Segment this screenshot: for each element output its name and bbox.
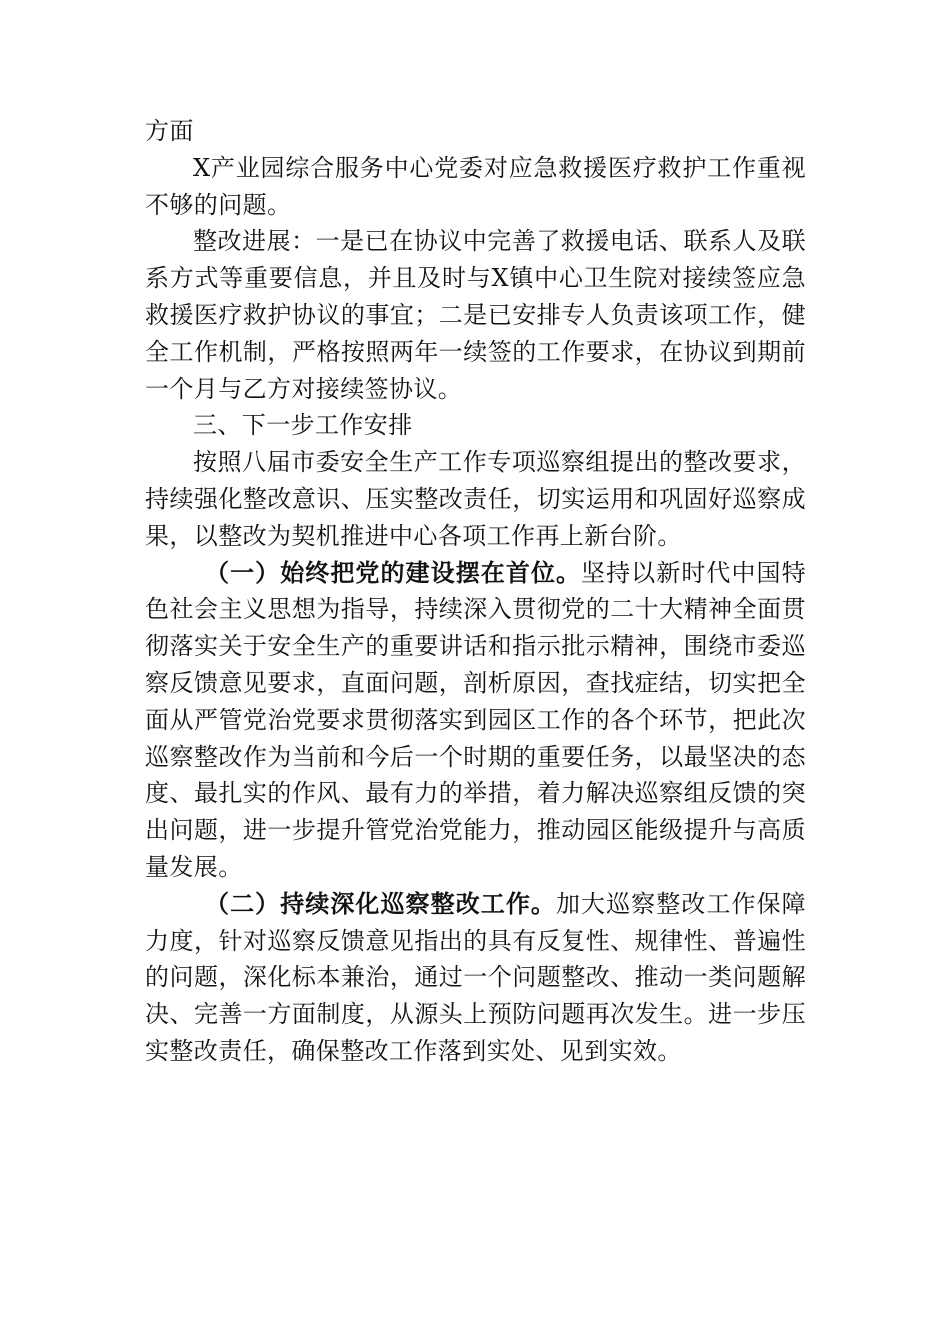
progress-paragraph: 整改进展：一是已在协议中完善了救援电话、联系人及联系方式等重要信息，并且及时与X镇中心卫生院对接续签应急救援医疗救护协议的事宜；二是已安排专人负责该项工作，健全工作机制，严格按照两年一续签的工作要求，在协议到期前一个月与乙方对接续签协议。: [145, 227, 806, 403]
item-one-body: 坚持以新时代中国特色社会主义思想为指导，持续深入贯彻党的二十大精神全面贯彻落实关于安全生产的重要讲话和指示批示精神，围绕市委巡察反馈意见要求，直面问题，剖析原因，查找症结，切实把全面从严管党治党要求贯彻落实到园区工作的各个环节，把此次巡察整改作为当前和今后一个时期的重要任务，以最坚决的态度、最扎实的作风、最有力的举措，着力解决巡察组反馈的突出问题，进一步提升管党治党能力，推动园区能级提升与高质量发展。: [145, 558, 806, 881]
item-two-paragraph: [145, 886, 806, 1070]
item-two-lead: （二）持续深化巡察整改工作。: [205, 889, 556, 918]
issue-paragraph: X产业园综合服务中心党委对应急救援医疗救护工作重视不够的问题。: [145, 153, 806, 219]
section-heading-next-steps: 三、下一步工作安排: [193, 411, 413, 440]
item-one-paragraph: [145, 555, 806, 886]
next-steps-intro-paragraph: 按照八届市委安全生产工作专项巡察组提出的整改要求，持续强化整改意识、压实整改责任，切实运用和巩固好巡察成果，以整改为契机推进中心各项工作再上新台阶。: [145, 448, 806, 550]
item-one-lead: （一）始终把党的建设摆在首位。: [205, 558, 582, 587]
document-page: [145, 113, 806, 1070]
continued-line: 方面: [145, 117, 194, 145]
item-two-body: 加大巡察整改工作保障力度，针对巡察反馈意见指出的具有反复性、规律性、普遍性的问题，深化标本兼治，通过一个问题整改、推动一类问题解决、完善一方面制度，从源头上预防问题再次发生。进一步压实整改责任，确保整改工作落到实处、见到实效。: [145, 889, 806, 1065]
